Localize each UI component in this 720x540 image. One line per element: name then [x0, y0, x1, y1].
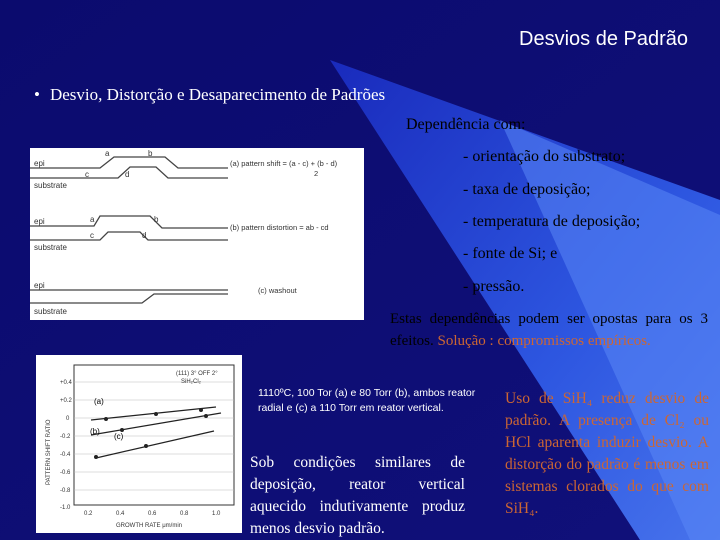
data-point: [154, 412, 158, 416]
series-label: (a): [94, 397, 104, 406]
x-tick-label: 0.4: [116, 511, 125, 517]
epi-profile-a: [30, 157, 228, 168]
substrate-label: substrate: [34, 181, 67, 190]
y-tick-label: 0: [66, 416, 70, 422]
substrate-profile-c: [30, 294, 228, 303]
series-label: (c): [114, 432, 124, 441]
dependence-item: - temperatura de deposição;: [463, 213, 641, 230]
dependence-heading: Dependência com:: [406, 116, 526, 133]
data-point: [204, 414, 208, 418]
silane-text: Uso de SiH₄ reduz desvio de padrão. A presença de Cl₂ ou HCl aparenta induzir desvio. A distorção do padrão é menos em sistemas clorados do que com SiH₄.: [505, 390, 709, 517]
y-tick-label: -0.6: [60, 470, 71, 476]
point-label: c: [90, 231, 94, 240]
y-tick-label: +0.2: [60, 398, 72, 404]
data-point: [94, 455, 98, 459]
series-b-line: [91, 413, 221, 435]
dependence-item: - orientação do substrato;: [463, 148, 626, 165]
empirical-solution-text: Solução : compromissos empíricos.: [437, 333, 651, 349]
data-point: [144, 444, 148, 448]
formula-a: (a) pattern shift = (a - c) + (b - d): [230, 159, 338, 168]
bullet-marker: •: [34, 85, 40, 104]
substrate-label: substrate: [34, 243, 67, 252]
dependence-item: - pressão.: [463, 278, 525, 295]
y-tick-label: -1.0: [60, 505, 71, 511]
point-label: a: [90, 215, 95, 224]
epi-profile-b: [30, 216, 228, 228]
epi-label: epi: [34, 217, 45, 226]
y-axis-label: PATTERN SHIFT RATIO: [46, 419, 52, 485]
dependence-item: - taxa de deposição;: [463, 181, 591, 198]
y-tick-label: -0.4: [60, 452, 71, 458]
formula-c: (c) washout: [258, 286, 297, 295]
point-label: b: [148, 149, 153, 158]
point-label: d: [125, 170, 130, 179]
slide-title: Desvios de Padrão: [519, 28, 688, 50]
point-label: a: [105, 149, 110, 158]
x-tick-label: 0.6: [148, 511, 157, 517]
bullet-text: Desvio, Distorção e Desaparecimento de Padrões: [49, 85, 386, 104]
opposing-effects-text: Estas dependências podem ser opostas para os 3 efeitos.: [390, 311, 708, 349]
y-tick-label: +0.4: [60, 380, 72, 386]
main-bullet: [34, 85, 385, 105]
point-label: d: [142, 231, 147, 240]
dependence-item: - fonte de Si; e: [463, 245, 558, 262]
data-point: [104, 417, 108, 421]
x-tick-label: 0.8: [180, 511, 189, 517]
point-label: b: [154, 215, 159, 224]
epi-label: epi: [34, 159, 45, 168]
formula-a-denominator: 2: [314, 169, 319, 178]
x-axis-label: GROWTH RATE μm/min: [116, 523, 183, 529]
pattern-shift-diagram: [30, 148, 364, 320]
y-tick-label: -0.8: [60, 488, 71, 494]
opposing-effects-paragraph: [390, 308, 708, 352]
growth-rate-graph-drawing: [36, 355, 242, 533]
formula-b: (b) pattern distortion = ab - cd: [230, 223, 329, 232]
x-tick-label: 0.2: [84, 511, 93, 517]
graph-legend-line2: SiH₂Cl₂: [181, 379, 201, 385]
similar-conditions-text: Sob condições similares de deposição, reator vertical aquecido indutivamente produz menos desvio padrão.: [250, 454, 465, 537]
substrate-label: substrate: [34, 307, 67, 316]
epi-label: epi: [34, 281, 45, 290]
graph-legend-line1: (111) 3° OFF 2°: [176, 371, 218, 377]
point-label: c: [85, 170, 89, 179]
pattern-shift-diagram-drawing: [30, 148, 364, 320]
growth-rate-graph: [36, 355, 242, 533]
substrate-profile-b: [30, 232, 228, 240]
series-label: (b): [90, 427, 100, 436]
data-point: [199, 408, 203, 412]
y-tick-label: -0.2: [60, 434, 71, 440]
x-tick-label: 1.0: [212, 511, 221, 517]
graph-caption: 1110ºC, 100 Tor (a) e 80 Torr (b), ambos reator radial e (c) a 110 Torr em reator vertical.: [258, 387, 476, 414]
